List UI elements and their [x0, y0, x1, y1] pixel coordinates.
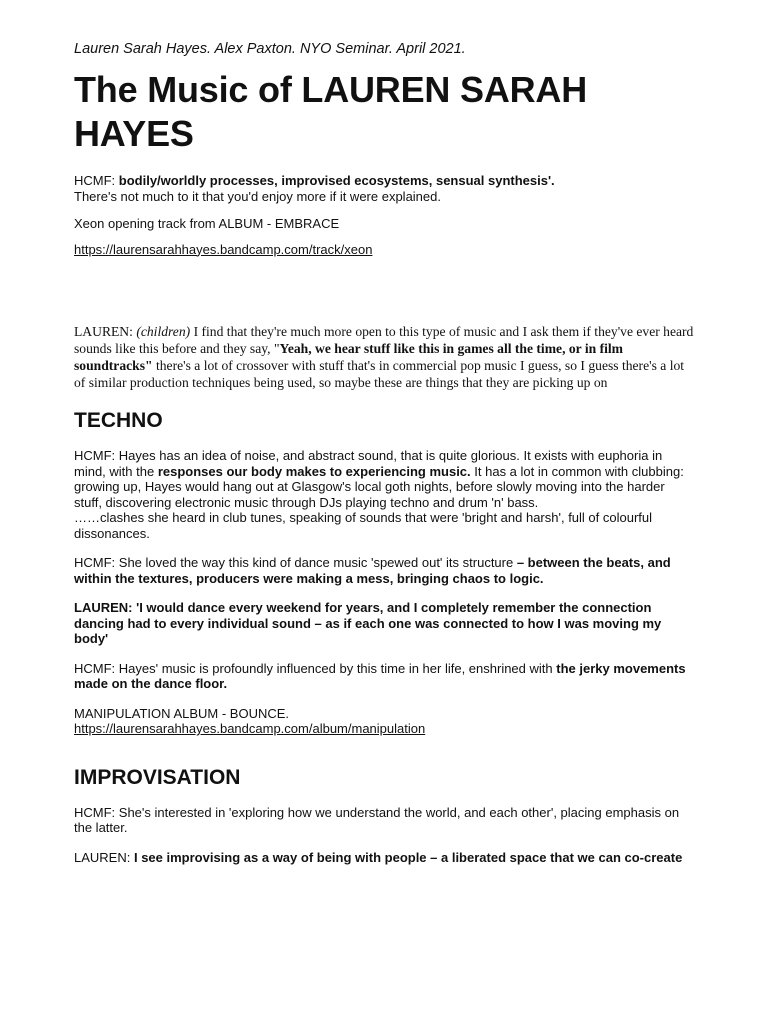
techno-p2-bold: – between the beats, and within the textures, producers were making a mess, bringing chaos to logic.	[74, 555, 671, 586]
techno-paragraph-2	[74, 555, 694, 586]
children-quote-text-2: there's a lot of crossover with stuff that's in commercial pop music I guess, so I guess there's a lot of similar production techniques being used, so maybe these are things that they are picking up on	[74, 358, 685, 390]
document-page	[74, 40, 694, 865]
intro-hcmf-bold: bodily/worldly processes, improvised ecosystems, sensual synthesis'.	[118, 173, 555, 188]
techno-p4-bold: the jerky movements made on the dance floor.	[74, 660, 686, 691]
intro-hcmf-paragraph	[74, 173, 694, 204]
document-subtitle: Lauren Sarah Hayes. Alex Paxton. NYO Seminar. April 2021.	[74, 41, 466, 57]
techno-p2-text: HCMF: She loved the way this kind of dance music 'spewed out' its structure	[74, 555, 517, 570]
techno-heading: TECHNO	[74, 409, 163, 432]
techno-p1-text-b: It has a lot in common with clubbing: growing up, Hayes would hang out at Glasgow's local goth nights, before slowly moving into the harder stuff, discovering electronic music through DJs playing techno and drum 'n' bass.	[74, 463, 684, 510]
children-quote-paragraph	[74, 323, 694, 391]
techno-p1-text-a: HCMF: Hayes has an idea of noise, and abstract sound, that is quite glorious. It exists with euphoria in mind, with the	[74, 448, 663, 479]
techno-p4-text: HCMF: Hayes' music is profoundly influenced by this time in her life, enshrined with	[74, 660, 557, 676]
manipulation-album-text: MANIPULATION ALBUM - BOUNCE.	[74, 705, 290, 721]
intro-hcmf-rest: There's not much to it that you'd enjoy more if it were explained.	[74, 188, 441, 204]
techno-paragraph-4	[74, 661, 694, 692]
improvisation-paragraph-2	[74, 850, 694, 866]
techno-paragraph-3	[74, 600, 694, 647]
improvisation-p2-prefix: LAUREN:	[74, 849, 134, 865]
children-quote-speaker: LAUREN:	[74, 324, 137, 339]
improvisation-heading: IMPROVISATION	[74, 765, 241, 789]
children-quote-aside: (children)	[136, 324, 191, 339]
xeon-link[interactable]: https://laurensarahhayes.bandcamp.com/track/xeon	[74, 241, 373, 257]
improvisation-p2-bold: I see improvising as a way of being with people – a liberated space that we can co-create	[133, 849, 683, 865]
children-quote-text-1: I find that they're much more open to this type of music and I ask them if they've ever heard sounds like this before and they say, "	[74, 324, 694, 356]
xeon-description: Xeon opening track from ALBUM - EMBRACE	[74, 216, 340, 231]
children-quote-bold: Yeah, we hear stuff like this in games all the time, or in film soundtracks"	[74, 341, 623, 373]
intro-hcmf-prefix: HCMF:	[74, 173, 119, 188]
techno-p1-bold: responses our body makes to experiencing music.	[157, 463, 471, 479]
manipulation-album-link[interactable]: https://laurensarahhayes.bandcamp.com/album/manipulation	[74, 721, 426, 736]
improvisation-paragraph-1: HCMF: She's interested in 'exploring how we understand the world, and each other', placing emphasis on the latter.	[74, 804, 680, 835]
page-title: The Music of LAUREN SARAH HAYES	[74, 69, 588, 154]
techno-p1-text-c: ……clashes she heard in club tunes, speaking of sounds that were 'bright and harsh', full of colourful dissonances.	[74, 510, 653, 541]
techno-paragraph-1	[74, 448, 694, 541]
techno-lauren-quote: LAUREN: 'I would dance every weekend for years, and I completely remember the connection dancing had to every individual sound – as if each one was connected to how I was moving my body'	[74, 600, 662, 646]
